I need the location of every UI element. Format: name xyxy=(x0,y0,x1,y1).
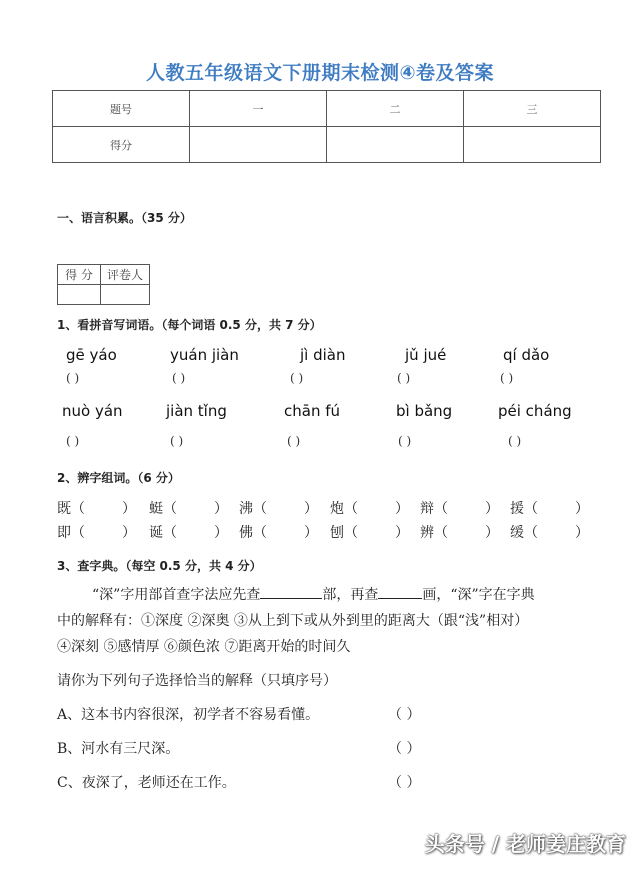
answer-blank[interactable]: （ ） xyxy=(388,775,421,791)
char-item: ） xyxy=(395,501,409,517)
pinyin-2: yuán jiàn xyxy=(170,346,239,364)
q3-instruction: 请你为下列句子选择恰当的解释（只填序号） xyxy=(57,673,337,689)
pinyin-6: nuò yán xyxy=(62,402,123,420)
answer-blank[interactable]: ( ) xyxy=(508,434,522,448)
answer-blank[interactable]: ( ) xyxy=(170,434,184,448)
char-item: 既（ xyxy=(57,501,85,517)
char-item: ） xyxy=(214,501,228,517)
pinyin-9: bì bǎng xyxy=(396,402,453,420)
pinyin-1: gē yáo xyxy=(66,346,117,364)
q3-text: “深”字用部首查字法应先查 xyxy=(92,587,261,603)
char-item: 刨（ xyxy=(330,525,358,541)
char-item: ） xyxy=(575,501,589,517)
char-item: 辩（ xyxy=(420,501,448,517)
grader-box-grader-label: 评卷人 xyxy=(101,265,150,285)
q1-heading: 1、看拼音写词语。（每个词语 0.5 分，共 7 分） xyxy=(57,318,322,332)
q3-paragraph-line3: ④深刻 ⑤感情厚 ⑥颜色浓 ⑦距离开始的时间久 xyxy=(57,639,351,655)
q3-text: 部，再查 xyxy=(322,587,379,603)
answer-blank[interactable]: ( ) xyxy=(500,371,514,385)
pinyin-3: jì diàn xyxy=(300,346,346,364)
q3-paragraph-line1 xyxy=(92,584,535,604)
answer-blank[interactable]: （ ） xyxy=(388,707,421,723)
radical-blank[interactable] xyxy=(260,584,322,599)
q2-heading: 2、辨字组词。（6 分） xyxy=(57,471,180,485)
score-table-header-1: 一 xyxy=(190,91,327,127)
pinyin-8: chān fú xyxy=(284,402,341,420)
answer-blank[interactable]: ( ) xyxy=(287,434,301,448)
grader-box xyxy=(57,264,150,305)
q3-paragraph-line2: 中的解释有：①深度 ②深奥 ③从上到下或从外到里的距离大（跟“浅”相对） xyxy=(57,613,529,629)
char-item: ） xyxy=(575,525,589,541)
q3-item-c: C、夜深了，老师还在工作。 xyxy=(57,775,236,791)
grader-box-score-label: 得 分 xyxy=(58,265,101,285)
score-table-header-2: 二 xyxy=(327,91,464,127)
score-table xyxy=(52,90,601,163)
char-item: 诞（ xyxy=(149,525,177,541)
pinyin-4: jǔ jué xyxy=(405,346,447,364)
q3-text: 画，“深”字在字典 xyxy=(422,587,535,603)
char-item: ） xyxy=(395,525,409,541)
q3-item-a: A、这本书内容很深，初学者不容易看懂。 xyxy=(57,707,320,723)
q3-heading: 3、查字典。（每空 0.5 分，共 4 分） xyxy=(57,559,262,573)
grader-box-grader-cell[interactable] xyxy=(101,285,150,305)
char-item: 炮（ xyxy=(330,501,358,517)
score-cell-2[interactable] xyxy=(327,127,464,163)
section-heading: 一、语言积累。（35 分） xyxy=(57,211,192,225)
grader-box-score-cell[interactable] xyxy=(58,285,101,305)
score-table-row-label: 得分 xyxy=(53,127,190,163)
char-item: 佛（ xyxy=(239,525,267,541)
pinyin-5: qí dǎo xyxy=(503,346,550,364)
score-cell-3[interactable] xyxy=(464,127,601,163)
answer-blank[interactable]: ( ) xyxy=(172,371,186,385)
char-item: ） xyxy=(122,501,136,517)
char-item: ） xyxy=(304,501,318,517)
char-item: 援（ xyxy=(510,501,538,517)
char-item: ） xyxy=(485,501,499,517)
q3-item-b: B、河水有三尺深。 xyxy=(57,741,180,757)
answer-blank[interactable]: ( ) xyxy=(397,371,411,385)
char-item: 辨（ xyxy=(420,525,448,541)
answer-blank[interactable]: ( ) xyxy=(290,371,304,385)
pinyin-7: jiàn tǐng xyxy=(166,402,227,420)
score-table-header-3: 三 xyxy=(464,91,601,127)
char-item: 沸（ xyxy=(239,501,267,517)
char-item: ） xyxy=(485,525,499,541)
pinyin-10: péi cháng xyxy=(498,402,572,420)
stroke-count-blank[interactable] xyxy=(378,584,422,599)
char-item: ） xyxy=(214,525,228,541)
answer-blank[interactable]: （ ） xyxy=(388,741,421,757)
score-table-header-label: 题号 xyxy=(53,91,190,127)
score-cell-1[interactable] xyxy=(190,127,327,163)
char-item: 缓（ xyxy=(510,525,538,541)
page-title: 人教五年级语文下册期末检测④卷及答案 xyxy=(145,62,495,84)
answer-blank[interactable]: ( ) xyxy=(66,434,80,448)
char-item: ） xyxy=(122,525,136,541)
char-item: 蜓（ xyxy=(149,501,177,517)
char-item: ） xyxy=(304,525,318,541)
watermark: 头条号 / 老师姜庄教育 xyxy=(424,832,626,856)
answer-blank[interactable]: ( ) xyxy=(66,371,80,385)
answer-blank[interactable]: ( ) xyxy=(398,434,412,448)
char-item: 即（ xyxy=(57,525,85,541)
